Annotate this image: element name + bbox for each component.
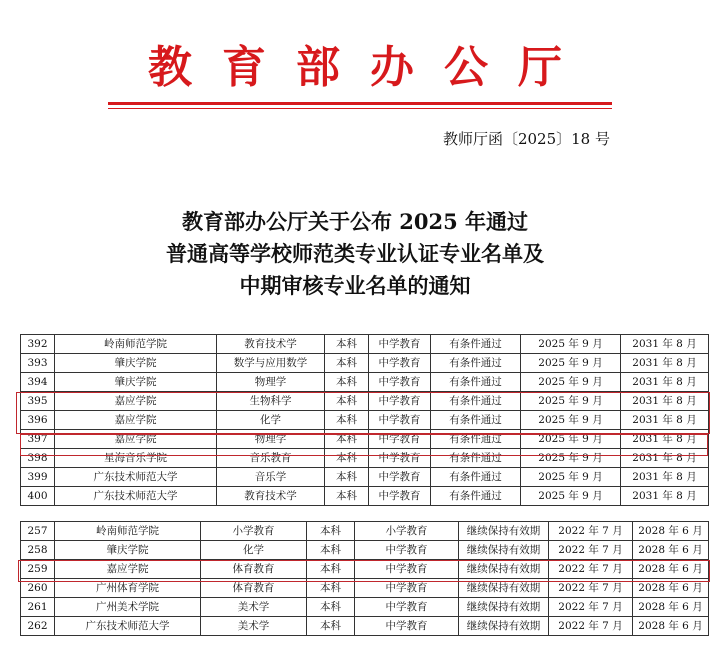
cell-major: 物理学 [217,373,325,392]
cell-university: 广东技术师范大学 [55,487,217,506]
cell-row-number: 394 [21,373,55,392]
cell-effective-from: 2022 年 7 月 [549,560,633,579]
notice-title-line-3: 中期审核专业名单的通知 [239,273,471,298]
cell-result: 有条件通过 [431,487,521,506]
cell-effective-until: 2028 年 6 月 [633,579,709,598]
cell-effective-from: 2022 年 7 月 [549,522,633,541]
cell-effective-until: 2031 年 8 月 [621,430,709,449]
cell-university: 肇庆学院 [55,373,217,392]
cell-effective-from: 2025 年 9 月 [521,411,621,430]
cell-degree-level: 本科 [325,449,369,468]
cell-effective-from: 2025 年 9 月 [521,392,621,411]
cell-university: 广东技术师范大学 [55,617,201,636]
cell-university: 肇庆学院 [55,354,217,373]
cell-result: 有条件通过 [431,468,521,487]
cell-major: 音乐教育 [217,449,325,468]
cell-result: 继续保持有效期 [459,579,549,598]
notice-title-line-2: 普通高等学校师范类专业认证专业名单及 [166,241,544,266]
cell-result: 有条件通过 [431,373,521,392]
cell-effective-until: 2031 年 8 月 [621,449,709,468]
cell-major: 教育技术学 [217,487,325,506]
notice-title-line-1: 教育部办公厅关于公布 2025 年通过 [181,209,529,234]
cell-major: 物理学 [217,430,325,449]
cell-education-stage: 中学教育 [355,560,459,579]
cell-major: 体育教育 [201,579,307,598]
cell-result: 继续保持有效期 [459,598,549,617]
cell-effective-from: 2025 年 9 月 [521,449,621,468]
cell-major: 小学教育 [201,522,307,541]
cell-degree-level: 本科 [325,411,369,430]
cell-education-stage: 中学教育 [355,541,459,560]
cell-effective-from: 2025 年 9 月 [521,430,621,449]
cell-university: 嘉应学院 [55,411,217,430]
cell-effective-until: 2031 年 8 月 [621,392,709,411]
cell-row-number: 261 [21,598,55,617]
table-row [21,598,709,617]
cell-major: 教育技术学 [217,335,325,354]
cell-row-number: 396 [21,411,55,430]
cell-effective-until: 2028 年 6 月 [633,522,709,541]
cell-effective-until: 2031 年 8 月 [621,468,709,487]
mid-term-review-table [20,521,709,636]
issuing-office-title: 教育部办公厅 [148,42,592,93]
cell-effective-until: 2031 年 8 月 [621,487,709,506]
table-row [21,522,709,541]
document-number: 教师厅函〔2025〕18 号 [442,130,610,148]
cell-result: 有条件通过 [431,430,521,449]
cell-row-number: 399 [21,468,55,487]
cell-effective-from: 2022 年 7 月 [549,541,633,560]
header-rule-thick [108,102,612,105]
cell-degree-level: 本科 [325,430,369,449]
cell-row-number: 262 [21,617,55,636]
table-row [21,487,709,506]
table-row [21,335,709,354]
cell-university: 嘉应学院 [55,560,201,579]
cell-effective-until: 2031 年 8 月 [621,411,709,430]
cell-row-number: 392 [21,335,55,354]
cell-major: 体育教育 [201,560,307,579]
cell-effective-from: 2025 年 9 月 [521,468,621,487]
cell-degree-level: 本科 [307,541,355,560]
cell-major: 美术学 [201,617,307,636]
cell-major: 化学 [217,411,325,430]
cell-degree-level: 本科 [307,617,355,636]
cell-row-number: 398 [21,449,55,468]
cell-degree-level: 本科 [325,335,369,354]
cell-degree-level: 本科 [325,354,369,373]
cell-effective-from: 2025 年 9 月 [521,335,621,354]
cell-degree-level: 本科 [307,598,355,617]
cell-row-number: 259 [21,560,55,579]
cell-university: 广州美术学院 [55,598,201,617]
cell-education-stage: 中学教育 [355,617,459,636]
cell-education-stage: 中学教育 [369,430,431,449]
cell-row-number: 260 [21,579,55,598]
cell-result: 有条件通过 [431,392,521,411]
table-row [21,449,709,468]
table-row [21,430,709,449]
cell-degree-level: 本科 [325,487,369,506]
cell-education-stage: 小学教育 [355,522,459,541]
cell-education-stage: 中学教育 [369,373,431,392]
cell-university: 嘉应学院 [55,392,217,411]
cell-education-stage: 中学教育 [369,335,431,354]
table-row [21,468,709,487]
cell-university: 岭南师范学院 [55,522,201,541]
cell-education-stage: 中学教育 [355,598,459,617]
cell-effective-from: 2022 年 7 月 [549,579,633,598]
table-row [21,579,709,598]
cell-result: 有条件通过 [431,354,521,373]
cell-row-number: 393 [21,354,55,373]
table-row [21,354,709,373]
cell-university: 星海音乐学院 [55,449,217,468]
cell-degree-level: 本科 [325,392,369,411]
table-row [21,392,709,411]
cell-effective-until: 2031 年 8 月 [621,335,709,354]
cell-degree-level: 本科 [307,560,355,579]
cell-effective-until: 2028 年 6 月 [633,617,709,636]
cell-row-number: 258 [21,541,55,560]
cell-result: 继续保持有效期 [459,522,549,541]
table-row [21,617,709,636]
cell-result: 有条件通过 [431,335,521,354]
cell-university: 广州体育学院 [55,579,201,598]
cell-education-stage: 中学教育 [369,354,431,373]
cell-degree-level: 本科 [307,579,355,598]
cell-education-stage: 中学教育 [369,392,431,411]
cell-degree-level: 本科 [307,522,355,541]
cell-result: 继续保持有效期 [459,617,549,636]
cell-university: 广东技术师范大学 [55,468,217,487]
cell-effective-until: 2028 年 6 月 [633,598,709,617]
cell-education-stage: 中学教育 [369,449,431,468]
cell-effective-from: 2025 年 9 月 [521,487,621,506]
table-row [21,541,709,560]
notice-title [0,206,710,302]
cell-university: 岭南师范学院 [55,335,217,354]
cell-education-stage: 中学教育 [369,487,431,506]
cell-row-number: 395 [21,392,55,411]
cell-degree-level: 本科 [325,468,369,487]
cell-education-stage: 中学教育 [369,468,431,487]
cell-education-stage: 中学教育 [355,579,459,598]
cell-major: 数学与应用数学 [217,354,325,373]
cell-effective-from: 2025 年 9 月 [521,354,621,373]
cell-major: 音乐学 [217,468,325,487]
cell-major: 美术学 [201,598,307,617]
table-row [21,373,709,392]
cell-effective-from: 2022 年 7 月 [549,617,633,636]
cell-major: 生物科学 [217,392,325,411]
cell-effective-until: 2031 年 8 月 [621,354,709,373]
cell-education-stage: 中学教育 [369,411,431,430]
certified-programs-table [20,334,709,506]
cell-row-number: 257 [21,522,55,541]
cell-degree-level: 本科 [325,373,369,392]
cell-effective-until: 2028 年 6 月 [633,541,709,560]
cell-result: 继续保持有效期 [459,560,549,579]
cell-result: 有条件通过 [431,449,521,468]
cell-row-number: 400 [21,487,55,506]
cell-effective-from: 2025 年 9 月 [521,373,621,392]
cell-university: 嘉应学院 [55,430,217,449]
header-rule-thin [108,108,612,109]
table-row [21,411,709,430]
table-row [21,560,709,579]
cell-major: 化学 [201,541,307,560]
cell-effective-from: 2022 年 7 月 [549,598,633,617]
cell-effective-until: 2031 年 8 月 [621,373,709,392]
cell-result: 有条件通过 [431,411,521,430]
cell-result: 继续保持有效期 [459,541,549,560]
cell-row-number: 397 [21,430,55,449]
cell-university: 肇庆学院 [55,541,201,560]
cell-effective-until: 2028 年 6 月 [633,560,709,579]
